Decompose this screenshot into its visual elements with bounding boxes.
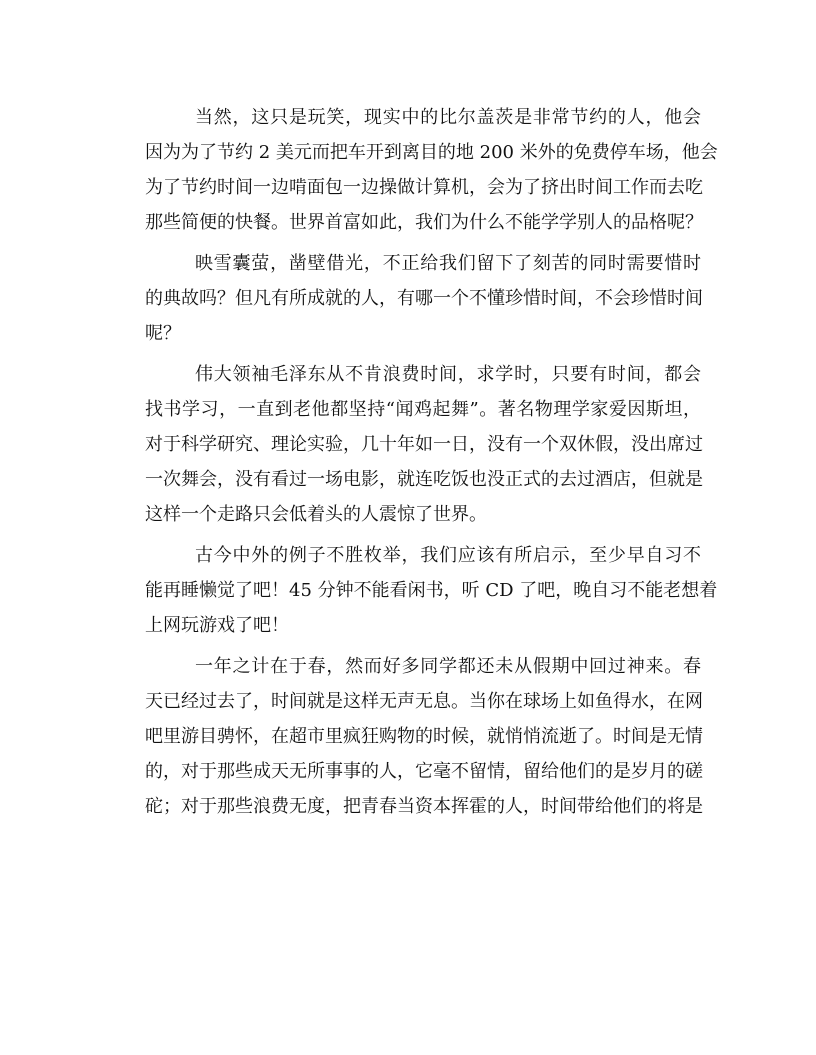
- text-line: 古今中外的例子不胜枚举，我们应该有所启示，至少早自习不: [195, 545, 701, 566]
- paragraph-ancient-examples: [145, 246, 701, 351]
- paragraph-lessons: [145, 538, 718, 643]
- text-line: 当然，这只是玩笑，现实中的比尔盖茨是非常节约的人，他会: [195, 107, 701, 128]
- text-line: 一次舞会，没有看过一场电影，就连吃饭也没正式的去过酒店，但就是: [145, 469, 703, 490]
- text-line: 对于科学研究、理论实验，几十年如一日，没有一个双休假，没出席过: [145, 434, 703, 455]
- text-line: 能再睡懒觉了吧！45 分钟不能看闲书，听 CD 了吧，晚自习不能老想着: [145, 580, 718, 601]
- text-line: 上网玩游戏了吧！: [145, 615, 289, 636]
- document-body: [145, 100, 718, 830]
- text-line: 呢？: [145, 323, 181, 344]
- text-line: 那些简便的快餐。世界首富如此，我们为什么不能学学别人的品格呢？: [145, 212, 703, 233]
- text-line: 吧里游目骋怀，在超市里疯狂购物的时候，就悄悄流逝了。时间是无情: [145, 726, 703, 747]
- text-line: 这样一个走路只会低着头的人震惊了世界。: [145, 504, 487, 525]
- text-line: 砣；对于那些浪费无度，把青春当资本挥霍的人，时间带给他们的将是: [145, 796, 703, 817]
- text-line: 伟大领袖毛泽东从不肯浪费时间，求学时，只要有时间，都会: [195, 364, 701, 385]
- paragraph-spring: [145, 649, 701, 824]
- text-line: 一年之计在于春，然而好多同学都还未从假期中回过神来。春: [195, 656, 701, 677]
- text-line: 因为为了节约 2 美元而把车开到离目的地 200 米外的免费停车场，他会: [145, 142, 718, 163]
- text-line: 找书学习，一直到老他都坚持“闻鸡起舞”。著名物理学家爱因斯坦，: [145, 399, 701, 420]
- text-line: 天已经过去了，时间就是这样无声无息。当你在球场上如鱼得水，在网: [145, 691, 703, 712]
- text-line: 的，对于那些成天无所事事的人，它毫不留情，留给他们的是岁月的磋: [145, 761, 703, 782]
- paragraph-bill-gates: [145, 100, 718, 240]
- text-line: 为了节约时间一边啃面包一边操做计算机，会为了挤出时间工作而去吃: [145, 177, 703, 198]
- text-line: 的典故吗？但凡有所成就的人，有哪一个不懂珍惜时间，不会珍惜时间: [145, 288, 703, 309]
- text-line: 映雪囊萤，凿壁借光，不正给我们留下了刻苦的同时需要惜时: [195, 253, 701, 274]
- paragraph-great-figures: [145, 357, 701, 532]
